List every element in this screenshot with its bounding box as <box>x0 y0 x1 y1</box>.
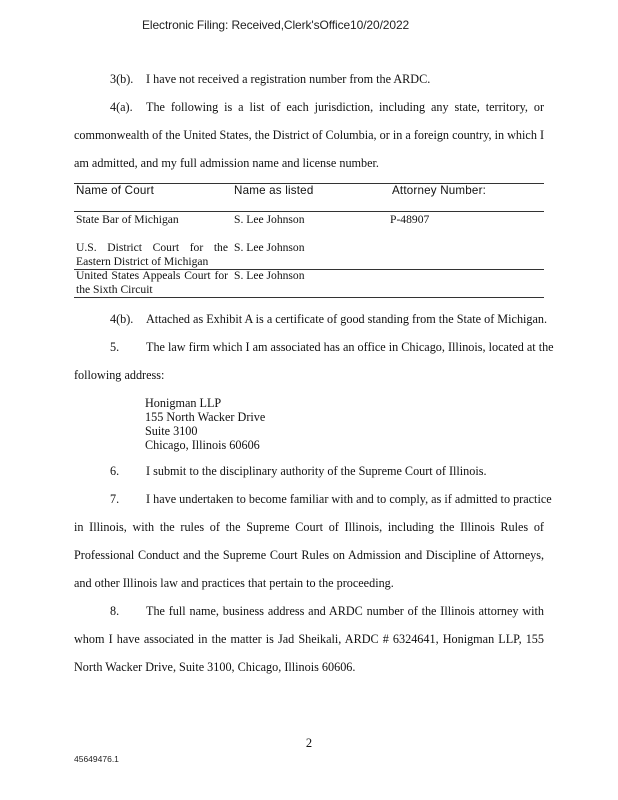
paragraph-text: The law firm which I am associated has an office in Chicago, Illinois, located at the <box>146 340 554 354</box>
paragraph-text: I have not received a registration number from the ARDC. <box>146 72 431 86</box>
paragraph-8-line-2: whom I have associated in the matter is Jad Sheikali, ARDC # 6324641, Honigman LLP, 155 <box>74 632 544 646</box>
cell-name: S. Lee Johnson <box>234 213 305 226</box>
address-firm: Honigman LLP <box>145 396 222 410</box>
paragraph-number: 4(a). <box>110 100 133 114</box>
paragraph-number: 5. <box>110 340 120 354</box>
admissions-table <box>74 183 544 298</box>
filing-stamp: Electronic Filing: Received,Clerk'sOffice10/20/2022 <box>142 18 410 32</box>
paragraph-text: The full name, business address and ARDC number of the Illinois attorney with <box>146 604 544 618</box>
paragraph-text: The following is a list of each jurisdiction, including any state, territory, or <box>146 100 544 114</box>
paragraph-text: I have undertaken to become familiar with and to comply, as if admitted to practice <box>146 492 552 506</box>
paragraph-4b <box>110 312 547 327</box>
address-street: 155 North Wacker Drive <box>145 410 266 424</box>
cell-court: United States Appeals Court for the Sixth Circuit <box>76 269 228 296</box>
paragraph-5-line-1 <box>74 340 554 355</box>
paragraph-text: Attached as Exhibit A is a certificate of good standing from the State of Michigan. <box>146 312 548 326</box>
table-rule <box>74 211 544 212</box>
header-name: Name as listed <box>234 184 314 197</box>
paragraph-8-line-1 <box>74 604 544 619</box>
cell-number: P-48907 <box>390 213 430 226</box>
paragraph-3b <box>110 72 430 87</box>
paragraph-7-line-1 <box>74 492 552 507</box>
header-court: Name of Court <box>76 184 154 197</box>
cell-court: State Bar of Michigan <box>76 213 179 226</box>
cell-name: S. Lee Johnson <box>234 269 305 282</box>
table-rule <box>74 297 544 298</box>
firm-address <box>145 396 265 452</box>
paragraph-5-line-2: following address: <box>74 368 165 382</box>
paragraph-4a-line-2: commonwealth of the United States, the District of Columbia, or in a foreign country, in which I <box>74 128 545 142</box>
address-suite: Suite 3100 <box>145 424 198 438</box>
paragraph-number: 6. <box>110 464 120 478</box>
paragraph-text: I submit to the disciplinary authority of the Supreme Court of Illinois. <box>146 464 487 478</box>
paragraph-number: 8. <box>110 604 120 618</box>
cell-name: S. Lee Johnson <box>234 241 305 254</box>
paragraph-number: 3(b). <box>110 72 134 86</box>
paragraph-6 <box>110 464 487 479</box>
paragraph-8-line-3: North Wacker Drive, Suite 3100, Chicago, Illinois 60606. <box>74 660 356 674</box>
paragraph-7-line-2: in Illinois, with the rules of the Supreme Court of Illinois, including the Illinois Rules of <box>74 520 544 534</box>
paragraph-4a-line-1 <box>74 100 544 115</box>
paragraph-number: 4(b). <box>110 312 134 326</box>
paragraph-number: 7. <box>110 492 120 506</box>
page-number: 2 <box>305 736 313 750</box>
document-id: 45649476.1 <box>74 754 119 764</box>
cell-court: U.S. District Court for the Eastern District of Michigan <box>76 241 228 268</box>
paragraph-4a-line-3: am admitted, and my full admission name and license number. <box>74 156 379 170</box>
header-number: Attorney Number: <box>392 184 487 197</box>
paragraph-7-line-4: and other Illinois law and practices that pertain to the proceeding. <box>74 576 394 590</box>
address-city: Chicago, Illinois 60606 <box>145 438 260 452</box>
paragraph-7-line-3: Professional Conduct and the Supreme Court Rules on Admission and Discipline of Attorneys, <box>74 548 544 562</box>
